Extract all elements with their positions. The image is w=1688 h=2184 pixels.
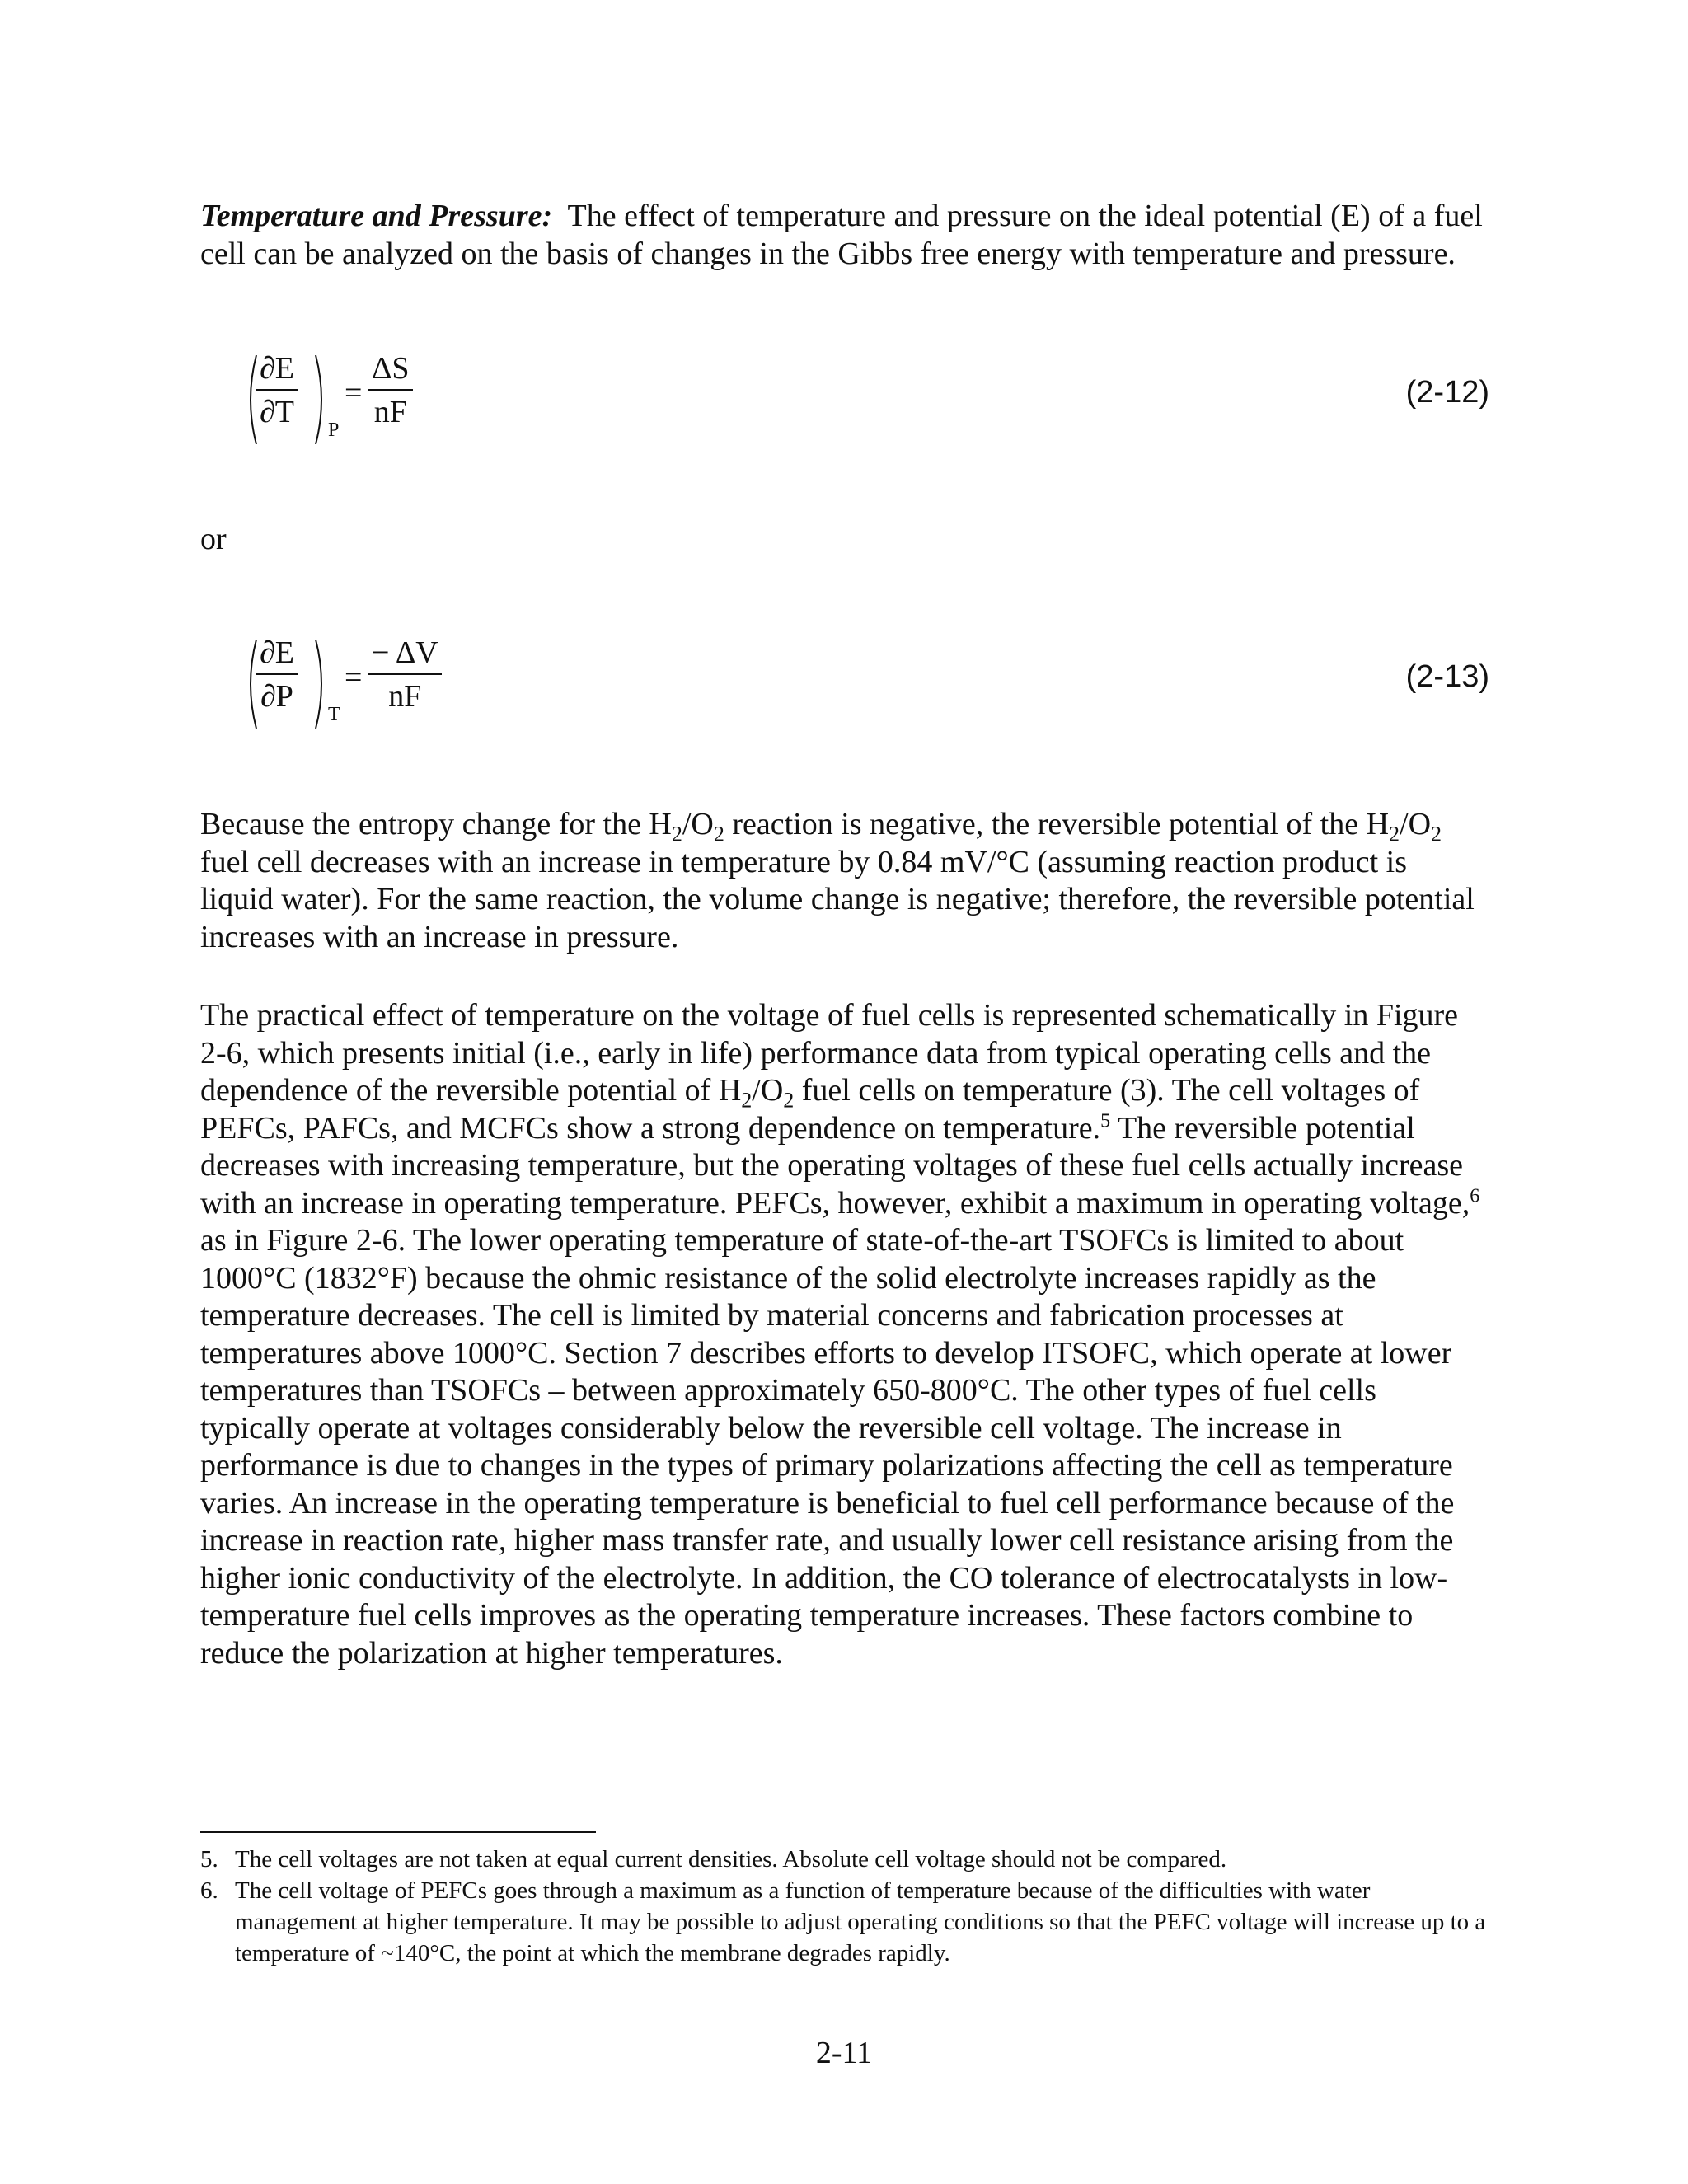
- text-run: as in Figure 2-6. The lower operating temperature of state-of-the-art TSOFCs is limited to about 1000°C (1832°F) because the ohmic resistance of the solid electrolyte increases rapidly as the temperature decreases. The cell is limited by material concerns and fabrication processes at temperatures above 1000°C. Section 7 describes efforts to develop ITSOFC, which operate at lower temperatures than TSOFCs – between approximately 650-800°C. The other types of fuel cells typically operate at voltages considerably below the reversible cell voltage. The increase in performance is due to changes in the types of primary polarizations affecting the cell as temperature varies. An increase in the operating temperature is beneficial to fuel cell performance because of the increase in reaction rate, higher mass transfer rate, and usually lower cell resistance arising from the higher ionic conductivity of the electrolyte. In addition, the CO tolerance of electrocatalysts in low-temperature fuel cells improves as the operating temperature increases. These factors combine to reduce the polarization at higher temperatures.: [200, 1223, 1455, 1671]
- text-run: /O: [682, 807, 714, 841]
- text-run: /O: [1400, 807, 1432, 841]
- fraction-bar: [368, 673, 442, 675]
- lhs-numerator: ∂E: [260, 351, 294, 386]
- subscript: 2: [783, 1088, 795, 1113]
- lhs-numerator: ∂E: [260, 635, 294, 670]
- equation-2-12: [243, 350, 457, 457]
- text-run: Because the entropy change for the H: [200, 807, 672, 841]
- rhs-fraction: [368, 350, 413, 430]
- rhs-numerator: ΔS: [372, 351, 410, 386]
- equation-number: (2-13): [1405, 659, 1489, 694]
- subscript: 2: [671, 822, 682, 846]
- footnote-mark: 5.: [200, 1846, 218, 1872]
- footnote-separator: [200, 1831, 596, 1833]
- text-run: reaction is negative, the reversible potential of the H: [724, 807, 1390, 841]
- rhs-denominator: nF: [373, 395, 407, 429]
- text-run: fuel cells on temperature (3). The cell voltages of PEFCs, PAFCs, and MCFCs show a strong dependence on temperature.: [200, 1073, 1420, 1146]
- right-paren-icon: [314, 638, 329, 730]
- subscript: 2: [1431, 822, 1442, 846]
- section-heading: Temperature and Pressure:: [200, 199, 553, 233]
- equation-2-13: [243, 635, 474, 742]
- equals-sign: =: [345, 376, 363, 410]
- page-number: 2-11: [815, 2036, 873, 2070]
- held-constant-var: P: [328, 419, 340, 441]
- held-constant-var: T: [328, 704, 340, 725]
- lhs-fraction: [256, 350, 298, 430]
- lhs-denominator: ∂T: [260, 395, 294, 429]
- fraction-bar: [256, 673, 298, 675]
- right-paren-icon: [314, 354, 329, 446]
- footnote-reference[interactable]: 5: [1100, 1109, 1111, 1132]
- or-connector: or: [200, 522, 227, 556]
- subscript: 2: [713, 822, 724, 846]
- equation-number: (2-12): [1405, 375, 1489, 410]
- rhs-denominator: nF: [388, 679, 422, 714]
- body-paragraph: [200, 997, 1486, 1672]
- text-run: fuel cell decreases with an increase in temperature by 0.84 mV/°C (assuming reaction product is liquid water). For the same reaction, the volume change is negative; therefore, the reversible potential increases with an increase in pressure.: [200, 844, 1475, 954]
- rhs-numerator: − ΔV: [372, 635, 438, 670]
- footnote-text: The cell voltage of PEFCs goes through a maximum as a function of temperature because of the difficulties with water management at higher temperature. It may be possible to adjust operating conditions so that the PEFC voltage will increase up to a temperature of ~140°C, the point at which the membrane degrades rapidly.: [235, 1877, 1486, 1966]
- intro-paragraph: [200, 198, 1486, 273]
- text-run: /O: [752, 1073, 784, 1108]
- footnote-mark: 6.: [200, 1877, 218, 1904]
- footnote-reference[interactable]: 6: [1470, 1184, 1480, 1207]
- text-run: The practical effect of temperature on the voltage of fuel cells is represented schematically in Figure 2-6, which presents initial (i.e., early in life) performance data from typical operating cells and the dependence of the reversible potential of H: [200, 998, 1459, 1108]
- subscript: 2: [1389, 822, 1400, 846]
- equals-sign: =: [345, 660, 363, 695]
- text-run: The reversible potential decreases with increasing temperature, but the operating voltages of these fuel cells actually increase with an increase in operating temperature. PEFCs, however, exhibit a maximum in operating voltage,: [200, 1110, 1470, 1221]
- lhs-denominator: ∂P: [260, 679, 293, 714]
- rhs-fraction: [368, 635, 442, 715]
- fraction-bar: [256, 389, 298, 391]
- body-paragraph: [200, 806, 1486, 956]
- lhs-fraction: [256, 635, 298, 715]
- footnote-item: [200, 1844, 1486, 1875]
- subscript: 2: [741, 1088, 753, 1113]
- intro-text: The effect of temperature and pressure on the ideal potential (E) of a fuel cell can be analyzed on the basis of changes in the Gibbs free energy with temperature and pressure.: [200, 199, 1483, 271]
- footnote-item: [200, 1875, 1486, 1969]
- footnote-text: The cell voltages are not taken at equal current densities. Absolute cell voltage should not be compared.: [235, 1846, 1227, 1872]
- fraction-bar: [368, 389, 413, 391]
- footnotes: [200, 1844, 1486, 1969]
